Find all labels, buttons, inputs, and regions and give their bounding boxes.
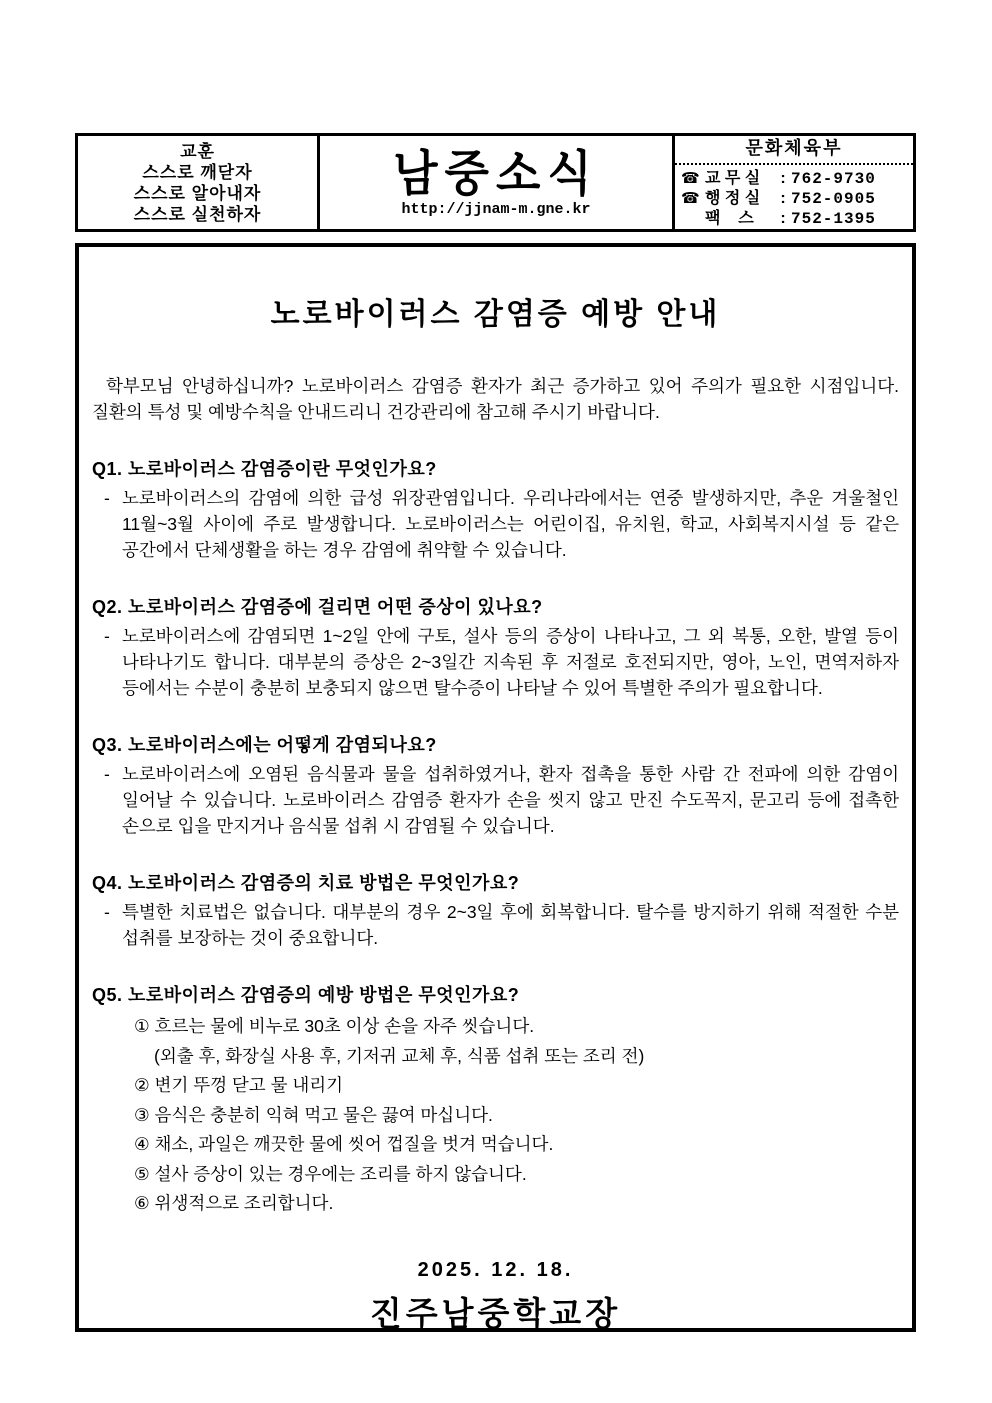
prevention-list [92, 1012, 899, 1219]
contact-number: 752-1395 [791, 210, 876, 228]
answer-text: 노로바이러스에 오염된 음식물과 물을 섭취하였거나, 환자 접촉을 통한 사람 간 전파에 의한 감염이 일어날 수 있습니다. 노로바이러스 감염증 환자가 손을 씻지 않고 만진 수도꼭지, 문고리 등에 접촉한 손으로 입을 만지거나 음식물 섭취 시 감염될 수 있습니다. [122, 764, 899, 836]
school-motto-box [78, 136, 320, 229]
notice-title: 노로바이러스 감염증 예방 안내 [270, 298, 721, 331]
contact-number: 762-9730 [791, 170, 876, 188]
answer-marker: - [104, 764, 110, 784]
answer-row [92, 623, 899, 701]
masthead-url: http://jjnam-m.gne.kr [401, 201, 591, 218]
contact-colon: : [780, 210, 786, 227]
prevention-item: ④ 채소, 과일은 깨끗한 물에 씻어 껍질을 벗겨 먹습니다. [134, 1134, 554, 1154]
question-heading: Q2. 노로바이러스 감염증에 걸리면 어떤 증상이 있나요? [92, 597, 543, 617]
answer-text: 특별한 치료법은 없습니다. 대부분의 경우 2~3일 후에 회복합니다. 탈수를 방지하기 위해 적절한 수분 섭취를 보장하는 것이 중요합니다. [122, 902, 899, 948]
notice-box [75, 243, 916, 1332]
answer-marker: - [104, 626, 110, 646]
motto-line: 스스로 실천하자 [133, 204, 262, 224]
issue-date: 2025. 12. 18. [417, 1258, 574, 1281]
contact-colon: : [780, 190, 786, 207]
contact-label: 교 무 실 [705, 170, 761, 187]
prevention-item-note: (외출 후, 화장실 사용 후, 기저귀 교체 후, 식품 섭취 또는 조리 전) [154, 1045, 645, 1066]
phone-icon: ☎ [681, 190, 700, 207]
motto-line: 스스로 알아내자 [133, 183, 262, 203]
intro-paragraph: 학부모님 안녕하십니까? 노로바이러스 감염증 환자가 최근 증가하고 있어 주의가 필요한 시점입니다. 질환의 특성 및 예방수칙을 안내드리니 건강관리에 참고해 주시기 바랍니다. [92, 376, 899, 422]
section-q5 [92, 982, 899, 1219]
section-q2 [92, 594, 899, 701]
question-heading: Q3. 노로바이러스에는 어떻게 감염되나요? [92, 735, 437, 755]
prevention-item: ③ 음식은 충분히 익혀 먹고 물은 끓여 마십니다. [134, 1104, 493, 1125]
contact-line-admin [681, 189, 907, 209]
signature: 진주남중학교장 [369, 1294, 622, 1332]
contact-number: 752-0905 [791, 190, 876, 208]
prevention-item: ① 흐르는 물에 비누로 30초 이상 손을 자주 씻습니다. [134, 1016, 535, 1036]
answer-marker: - [104, 488, 110, 508]
contact-box [675, 136, 913, 229]
prevention-item: ⑤ 설사 증상이 있는 경우에는 조리를 하지 않습니다. [134, 1163, 527, 1184]
dotted-divider [675, 163, 913, 165]
prevention-item: ② 변기 뚜껑 닫고 물 내리기 [134, 1075, 344, 1095]
question-heading: Q5. 노로바이러스 감염증의 예방 방법은 무엇인가요? [92, 985, 520, 1005]
section-q1 [92, 456, 899, 563]
contact-label: 팩 스 [705, 210, 754, 227]
answer-text: 노로바이러스에 감염되면 1~2일 안에 구토, 설사 등의 증상이 나타나고, 그 외 복통, 오한, 발열 등이 나타나기도 합니다. 대부분의 증상은 2~3일간 지속된 후 저절로 호전되지만, 영아, 노인, 면역저하자 등에서는 수분이 충분히 보충되지 않으면 탈수증이 나타날 수 있어 특별한 주의가 필요합니다. [122, 626, 899, 698]
contact-line-office [681, 169, 907, 189]
contact-line-fax [681, 209, 907, 229]
department-name: 문화체육부 [745, 138, 843, 158]
question-heading: Q1. 노로바이러스 감염증이란 무엇인가요? [92, 459, 437, 479]
section-q3 [92, 732, 899, 839]
section-q4 [92, 870, 899, 951]
prevention-item: ⑥ 위생적으로 조리합니다. [134, 1193, 334, 1213]
motto-line: 스스로 깨닫자 [142, 162, 253, 182]
answer-text: 노로바이러스의 감염에 의한 급성 위장관염입니다. 우리나라에서는 연중 발생하지만, 추운 겨울철인 11월~3월 사이에 주로 발생합니다. 노로바이러스는 어린이집, 유치원, 학교, 사회복지시설 등 같은 공간에서 단체생활을 하는 경우 감염에 취약할 수 있습니다. [122, 488, 899, 560]
motto-title: 교훈 [180, 141, 215, 161]
question-heading: Q4. 노로바이러스 감염증의 치료 방법은 무엇인가요? [92, 873, 520, 893]
contact-label: 행 정 실 [705, 190, 761, 207]
answer-marker: - [104, 902, 110, 922]
masthead [320, 136, 675, 229]
answer-row [92, 761, 899, 839]
header-banner [75, 133, 916, 232]
contact-colon: : [780, 170, 786, 187]
phone-icon: ☎ [681, 170, 700, 187]
answer-row [92, 899, 899, 951]
answer-row [92, 485, 899, 563]
masthead-title: 남중소식 [393, 145, 599, 201]
